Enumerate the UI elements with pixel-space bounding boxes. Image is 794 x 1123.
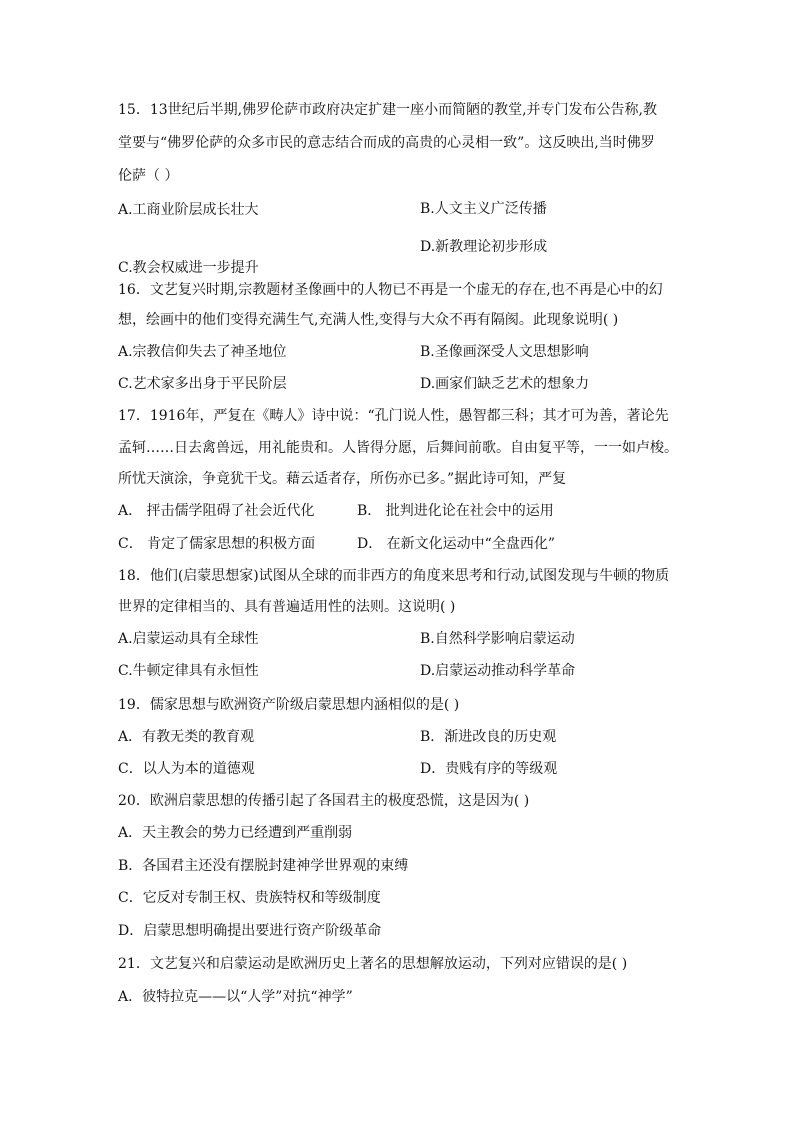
q16-option-c: C.艺术家多出身于平民阶层 xyxy=(118,376,287,392)
q21-stem-line-1: 21．文艺复兴和启蒙运动是欧洲历史上著名的思想解放运动，下列对应错误的是( ) xyxy=(118,956,628,972)
q15-option-c: C.教会权威进一步提升 xyxy=(118,260,259,276)
q15-stem-line-1: 15．13世纪后半期,佛罗伦萨市政府决定扩建一座小而简陋的教堂,并专门发布公告称,教 xyxy=(118,102,657,118)
q16-stem-line-1: 16．文艺复兴时期,宗教题材圣像画中的人物已不再是一个虚无的存在,也不再是心中的幻 xyxy=(118,282,663,298)
q20-option-d: D．启蒙思想明确提出要进行资产阶级革命 xyxy=(118,923,382,939)
q20-option-b: B．各国君主还没有摆脱封建神学世界观的束缚 xyxy=(118,858,409,874)
q15-stem-line-3: 伦萨（ ） xyxy=(118,168,179,184)
q18-option-d: D.启蒙运动推动科学革命 xyxy=(420,663,576,679)
q17-stem-line-3: 所忧天演涂，争竟犹干戈。藉云适者存，所伤亦已多。”据此诗可知，严复 xyxy=(118,471,567,487)
q20-option-c: C．它反对专制王权、贵族特权和等级制度 xyxy=(118,890,381,906)
q19-option-a: A．有教无类的教育观 xyxy=(118,729,255,745)
q16-stem-line-2: 想，绘画中的他们变得充满生气,充满人性,变得与大众不再有隔阂。此现象说明( ) xyxy=(118,312,619,328)
q17-stem-line-2: 孟轲……日去禽兽远，用礼能贵和。人皆得分愿，后舞间前歌。自由复平等，一一如卢梭。 xyxy=(118,440,678,456)
q17-option-b: B． 批判进化论在社会中的运用 xyxy=(357,503,554,519)
q15-stem-line-2: 堂要与“佛罗伦萨的众多市民的意志结合而成的高贵的心灵相一致”。这反映出,当时佛罗 xyxy=(118,135,655,151)
q20-option-a: A．天主教会的势力已经遭到严重削弱 xyxy=(118,825,353,841)
q17-stem-line-1: 17．1916年，严复在《畴人》诗中说：“孔门说人性，愚智都三科；其才可为善，著论先 xyxy=(118,408,669,424)
q21-option-a: A．彼特拉克——以“人学”对抗“神学” xyxy=(118,989,353,1005)
q17-option-c: C． 肯定了儒家思想的积极方面 xyxy=(118,536,316,552)
q16-option-a: A.宗教信仰失去了神圣地位 xyxy=(118,344,287,360)
q18-option-c: C.牛顿定律具有永恒性 xyxy=(118,663,259,679)
q19-option-d: D．贵贱有序的等级观 xyxy=(420,761,558,777)
q19-option-b: B．渐进改良的历史观 xyxy=(420,729,557,745)
q18-stem-line-1: 18．他们(启蒙思想家)试图从全球的而非西方的角度来思考和行动,试图发现与牛顿的物质 xyxy=(118,568,670,584)
q15-option-b: B.人文主义广泛传播 xyxy=(420,201,547,217)
q19-stem-line-1: 19．儒家思想与欧洲资产阶级启蒙思想内涵相似的是( ) xyxy=(118,697,460,713)
q15-option-a: A.工商业阶层成长壮大 xyxy=(118,202,259,218)
q18-stem-line-2: 世界的定律相当的、具有普遍适用性的法则。这说明( ) xyxy=(118,599,456,615)
q19-option-c: C．以人为本的道德观 xyxy=(118,761,255,777)
q16-option-d: D.画家们缺乏艺术的想象力 xyxy=(420,376,590,392)
q20-stem-line-1: 20．欧洲启蒙思想的传播引起了各国君主的极度恐慌，这是因为( ) xyxy=(118,793,530,809)
q16-option-b: B.圣像画深受人文思想影响 xyxy=(420,344,589,360)
q17-option-a: A． 抨击儒学阻碍了社会近代化 xyxy=(118,503,315,519)
q17-option-d: D． 在新文化运动中“全盘西化” xyxy=(357,536,555,552)
q18-option-a: A.启蒙运动具有全球性 xyxy=(118,631,259,647)
q15-option-d: D.新教理论初步形成 xyxy=(420,239,548,255)
q18-option-b: B.自然科学影响启蒙运动 xyxy=(420,631,575,647)
